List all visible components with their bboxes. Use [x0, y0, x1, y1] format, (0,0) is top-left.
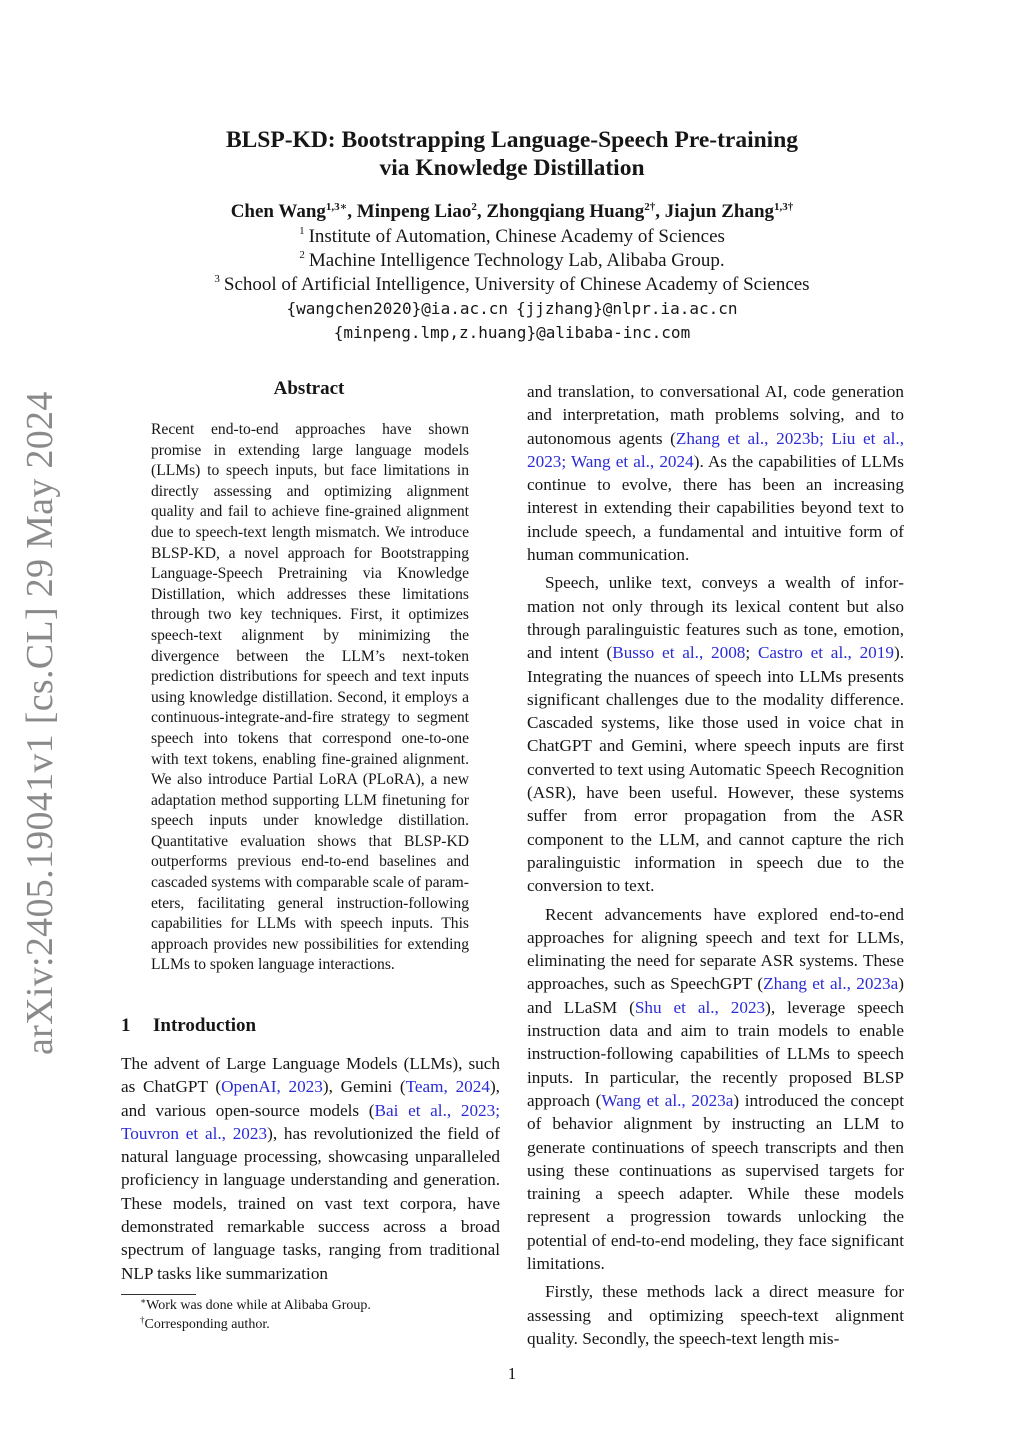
- text-run: Firstly, these methods lack a direct measure for assessing and optimizing speech-text alignment quality. Secondly, the speech-text length mis-: [527, 1282, 904, 1348]
- citation-link[interactable]: Team, 2024: [405, 1077, 490, 1097]
- author-marks: 2†: [644, 201, 656, 213]
- affiliation-number: 2: [299, 249, 305, 261]
- email-address[interactable]: {wangchen2020}@ia.ac.cn: [286, 299, 508, 318]
- affiliation-text: School of Artificial Intelligence, University of Chinese Academy of Sciences: [223, 274, 810, 295]
- email-line-2: [0, 321, 1024, 345]
- footnote-1: [140, 1296, 500, 1315]
- text-run: ) and LLaSM (: [527, 974, 904, 1017]
- citation-link[interactable]: Bai et al., 2023; Touvron et al., 2023: [121, 1100, 501, 1143]
- paragraph: [527, 571, 904, 897]
- section-heading-introduction: [121, 1014, 511, 1038]
- author-list: Chen Wang$^{1,3∗}$, Minpeng Liao$^2$, Zhongqiang Huang$^{2\dagger}$, Jiajun Zhang$^{1,3\dagger}$: [230, 201, 794, 222]
- footnote-mark: ∗: [140, 1296, 147, 1306]
- affiliation-1: [0, 225, 1024, 249]
- text-run: ), has revolutionized the field of natural language processing, showcasing unparalleled proficiency in language understanding and generation. These models, trained on vast text corpora, have demonstrated remarkable success across a broad spectrum of language tasks, ranging from traditional NLP tasks like summarization: [121, 1123, 500, 1283]
- title-line-1: BLSP-KD: Bootstrapping Language-Speech Pre-training: [225, 127, 799, 153]
- paragraph: [121, 1052, 500, 1285]
- footnote-2: [140, 1315, 500, 1334]
- footnotes: [140, 1296, 500, 1334]
- left-column-body: [121, 1052, 500, 1285]
- text-run: ), Gemini (: [322, 1077, 406, 1097]
- footnote-mark: †: [140, 1315, 145, 1325]
- page-number: 1: [507, 1364, 517, 1383]
- affiliation-number: 1: [299, 225, 305, 237]
- affiliations: [0, 225, 1024, 345]
- text-run: Recent advancements have explored end-to-end approaches for aligning speech and text for LLMs, eliminating the need for separate ASR systems. These approaches, such as SpeechGPT (: [527, 904, 904, 994]
- citation-link[interactable]: Castro et al., 2019: [757, 643, 894, 663]
- paper-title: [0, 126, 1024, 182]
- author-name: Zhongqiang Huang: [486, 201, 645, 222]
- text-run: Speech, unlike text, conveys a wealth of information not only through its lexical content but also through paralinguistic features such as tone, emotion, and intent (: [527, 573, 904, 663]
- right-column-body: [527, 380, 904, 1350]
- author-marks: 1,3∗: [325, 201, 348, 213]
- citation-link[interactable]: Shu et al., 2023: [634, 997, 766, 1017]
- footnote-text: Corresponding author.: [144, 1317, 270, 1332]
- paragraph: [527, 903, 904, 1276]
- section-title: Introduction: [153, 1015, 257, 1036]
- author-marks: 2: [471, 201, 477, 213]
- text-run: ), and various open-source models (: [121, 1077, 500, 1120]
- text-run: ), leverage speech instruction data and aim to train models to enable instruction-following capabilities of LLMs to speech inputs. In particular, the recently proposed BLSP approach (: [527, 997, 904, 1110]
- affiliation-text: Institute of Automation, Chinese Academy of Sciences: [308, 226, 725, 247]
- abstract-heading: Abstract: [273, 378, 345, 399]
- section-number: 1: [121, 1015, 131, 1036]
- email-line-1: [0, 297, 1024, 321]
- text-run: ) introduced the concept of behavior alignment by instructing an LLM to generate continuations of speech transcripts and then using these continuations as supervised targets for training a speech adapter. While these models represent a progression towards unlocking the potential of end-to-end modeling, they face significant limitations.: [527, 1090, 904, 1273]
- author-name: Minpeng Liao: [356, 201, 472, 222]
- text-run: ;: [745, 643, 758, 663]
- email-address[interactable]: {minpeng.lmp,z.huang}@alibaba-inc.com: [333, 323, 691, 342]
- affiliation-3: [0, 273, 1024, 297]
- author-name: Jiajun Zhang: [664, 201, 775, 222]
- text-run: and translation, to conversational AI, code generation and interpretation, math problems solving, and to autonomous agents (: [527, 382, 904, 448]
- citation-link[interactable]: Zhang et al., 2023a: [763, 974, 899, 994]
- citation-link[interactable]: Busso et al., 2008: [612, 643, 746, 663]
- text-run: ). As the capabilities of LLMs continue to evolve, there has been an increasing interest in extending their capabilities beyond text to include speech, a fundamental and intuitive form of human communication.: [527, 451, 904, 565]
- arxiv-identifier: arXiv:2405.19041v1 [cs.CL] 29 May 2024: [19, 391, 61, 1055]
- text-run: ). Integrating the nuances of speech into LLMs presents significant challenges due to the modality difference. Cascaded systems, like those used in voice chat in ChatGPT and Gemini, where speech inputs are first converted to text using Automatic Speech Recognition (ASR), have been useful. However, these systems suffer from error propagation from the ASR component to the LLM, and cannot capture the rich paralinguistic information in speech due to the conversion to text.: [527, 643, 904, 896]
- citation-link[interactable]: Wang et al., 2023a: [601, 1090, 734, 1110]
- affiliation-text: Machine Intelligence Technology Lab, Alibaba Group.: [308, 250, 725, 271]
- text-run: The advent of Large Language Models (LLMs), such as ChatGPT (: [121, 1054, 500, 1097]
- title-line-2: via Knowledge Distillation: [379, 155, 645, 181]
- author-name: Chen Wang: [230, 201, 326, 222]
- email-address[interactable]: {jjzhang}@nlpr.ia.ac.cn: [516, 299, 738, 318]
- citation-link[interactable]: OpenAI, 2023: [221, 1077, 323, 1097]
- affiliation-2: [0, 249, 1024, 273]
- paragraph: [527, 380, 904, 566]
- abstract-body: Recent end-to-end approaches have shown promise in extending large language models (LLMs) to speech inputs, but face limitations in directly assessing and optimizing alignment quality and fail to achieve fine-grained alignment due to speech-text length mismatch. We introduce BLSP-KD, a novel approach for Bootstrapping Language-Speech Pretraining via Knowledge Distillation, which addresses these limitations through two key techniques. First, it optimizes speech-text alignment by minimizing the divergence between the LLM’s next-token prediction distributions for speech and text inputs using knowledge distillation. Second, it employs a continuous-integrate-and-fire strategy to segment speech into tokens that correspond one-to-one with text tokens, enabling fine-grained alignment. We also introduce Partial LoRA (PLoRA), a new adaptation method supporting LLM finetuning for speech inputs under knowledge distillation. Quantitative evaluation shows that BLSP-KD outperforms previous end-to-end baselines and cascaded systems with comparable scale of parameters, facilitating general instruction-following capabilities for LLMs with speech inputs. This approach provides new possibilities for extending LLMs to spoken language interactions.: [151, 421, 469, 974]
- footnote-text: Work was done while at Alibaba Group.: [146, 1298, 371, 1313]
- author-marks: 1,3†: [774, 201, 794, 213]
- footnote-rule: [121, 1294, 196, 1295]
- citation-link[interactable]: Zhang et al., 2023b; Liu et al., 2023; Wang et al., 2024: [527, 428, 904, 471]
- paragraph: [527, 1280, 904, 1350]
- affiliation-number: 3: [214, 273, 220, 285]
